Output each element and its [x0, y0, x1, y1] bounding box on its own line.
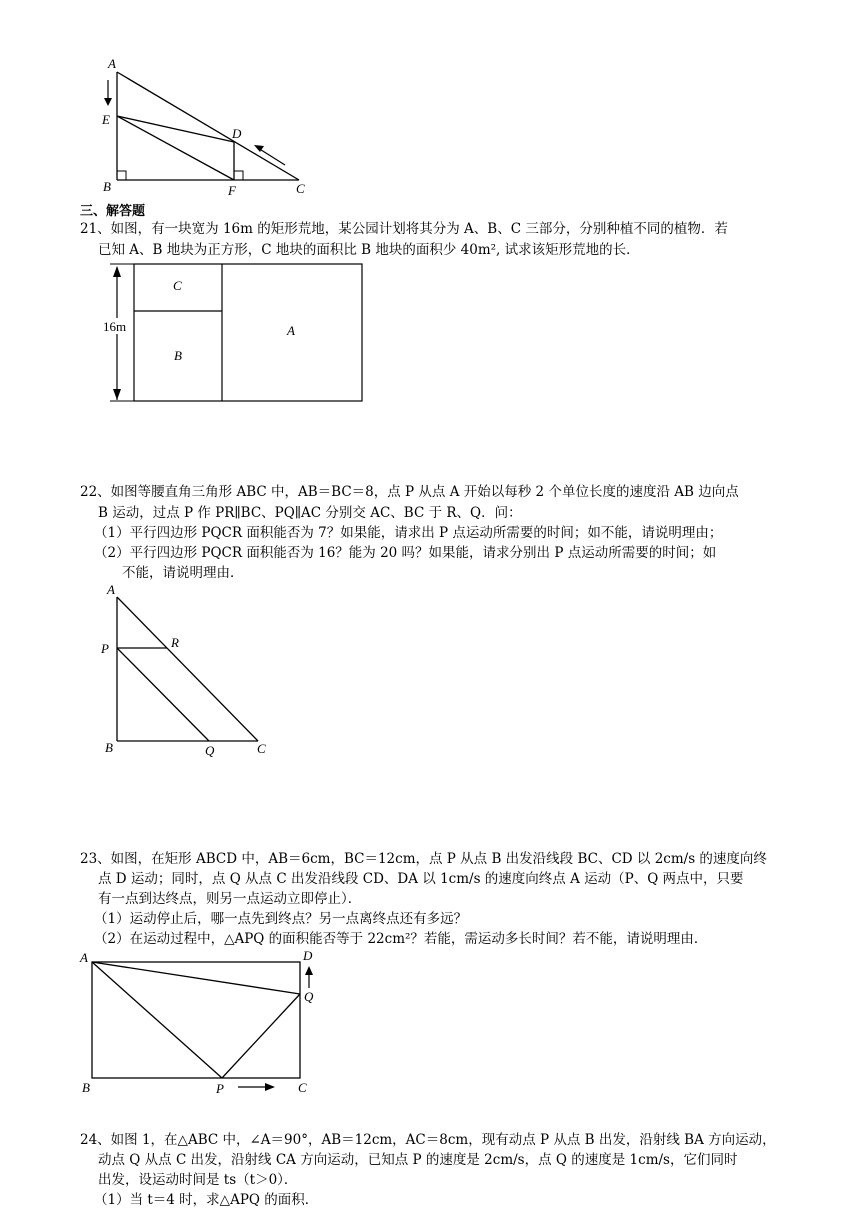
q22-line3: （1）平行四边形 PQCR 面积能否为 7？如果能，请求出 P 点运动所需要的时间；如不能，请说明理由； [94, 525, 723, 541]
label-A: A [108, 56, 116, 71]
q21-line2: 已知 A、B 地块为正方形，C 地块的面积比 B 地块的面积少 40m², 试求该矩形荒地的长． [98, 242, 640, 258]
q22-line5: 不能，请说明理由． [122, 565, 244, 581]
q22-line1: 22、如图等腰直角三角形 ABC 中，AB＝BC＝8，点 P 从点 A 开始以每秒 2 个单位长度的速度沿 AB 边向点 [80, 484, 739, 500]
q23-line5: （2）在运动过程中，△APQ 的面积能否等于 22cm²？若能，需运动多长时间？若不能，请说明理由． [94, 931, 708, 947]
q24-line1: 24、如图 1，在△ABC 中，∠A＝90°，AB＝12cm，AC＝8cm，现有动点 P 从点 B 出发，沿射线 BA 方向运动， [80, 1132, 776, 1148]
q22-line2: B 运动，过点 P 作 PR∥BC、PQ∥AC 分别交 AC、BC 于 R、Q．问： [98, 505, 522, 521]
segment-PQ [222, 994, 300, 1078]
label-C: C [296, 181, 305, 196]
label-R: R [171, 635, 179, 650]
q24-line3: 出发，设运动时间是 ts（t＞0）． [98, 1172, 298, 1188]
q23-line1: 23、如图，在矩形 ABCD 中，AB＝6cm，BC＝12cm，点 P 从点 B 出发沿线段 BC、CD 以 2cm/s 的速度向终 [80, 851, 767, 867]
label-C: C [298, 1080, 307, 1095]
label-A: A [80, 950, 88, 965]
label-B: B [103, 179, 111, 194]
arrow-up-head [305, 966, 313, 975]
label-B: B [105, 740, 113, 755]
q22-line4: （2）平行四边形 PQCR 面积能否为 16？能为 20 吗？如果能，请求分别出 P 点运动所需要的时间；如 [94, 545, 717, 561]
region-label-C: C [173, 278, 182, 293]
label-C: C [257, 741, 266, 756]
q23-line4: （1）运动停止后，哪一点先到终点？另一点离终点还有多远？ [94, 911, 468, 927]
label-B: B [82, 1080, 90, 1095]
region-label-B: B [174, 348, 182, 363]
width-label: 16m [103, 319, 127, 334]
region-label-A: A [287, 323, 295, 338]
q23-line2: 点 D 运动；同时，点 Q 从点 C 出发沿线段 CD、DA 以 1cm/s 的速度向终点 A 运动（P、Q 两点中，只要 [98, 871, 744, 887]
label-D: D [303, 948, 313, 963]
label-Q: Q [304, 989, 314, 1004]
rectangle-ABCD [92, 962, 300, 1078]
q23-line3: 有一点到达终点，则另一点运动立即停止）． [98, 891, 362, 907]
q24-line2: 动点 Q 从点 C 出发，沿射线 CA 方向运动，已知点 P 的速度是 2cm/s，点 Q 的速度是 1cm/s，它们同时 [98, 1152, 738, 1168]
section-title: 三、解答题 [80, 204, 146, 219]
label-F: F [228, 183, 236, 198]
label-P: P [101, 641, 109, 656]
label-A: A [107, 582, 115, 597]
q24-line4: （1）当 t＝4 时，求△APQ 的面积． [94, 1192, 319, 1208]
q21-line1: 21、如图，有一块宽为 16m 的矩形荒地，某公园计划将其分为 A、B、C 三部分，分别种植不同的植物．若 [80, 221, 728, 237]
label-D: D [232, 126, 242, 141]
arrow-right-head [265, 1083, 275, 1091]
label-Q: Q [205, 743, 215, 758]
label-P: P [216, 1081, 224, 1096]
label-E: E [102, 112, 110, 127]
